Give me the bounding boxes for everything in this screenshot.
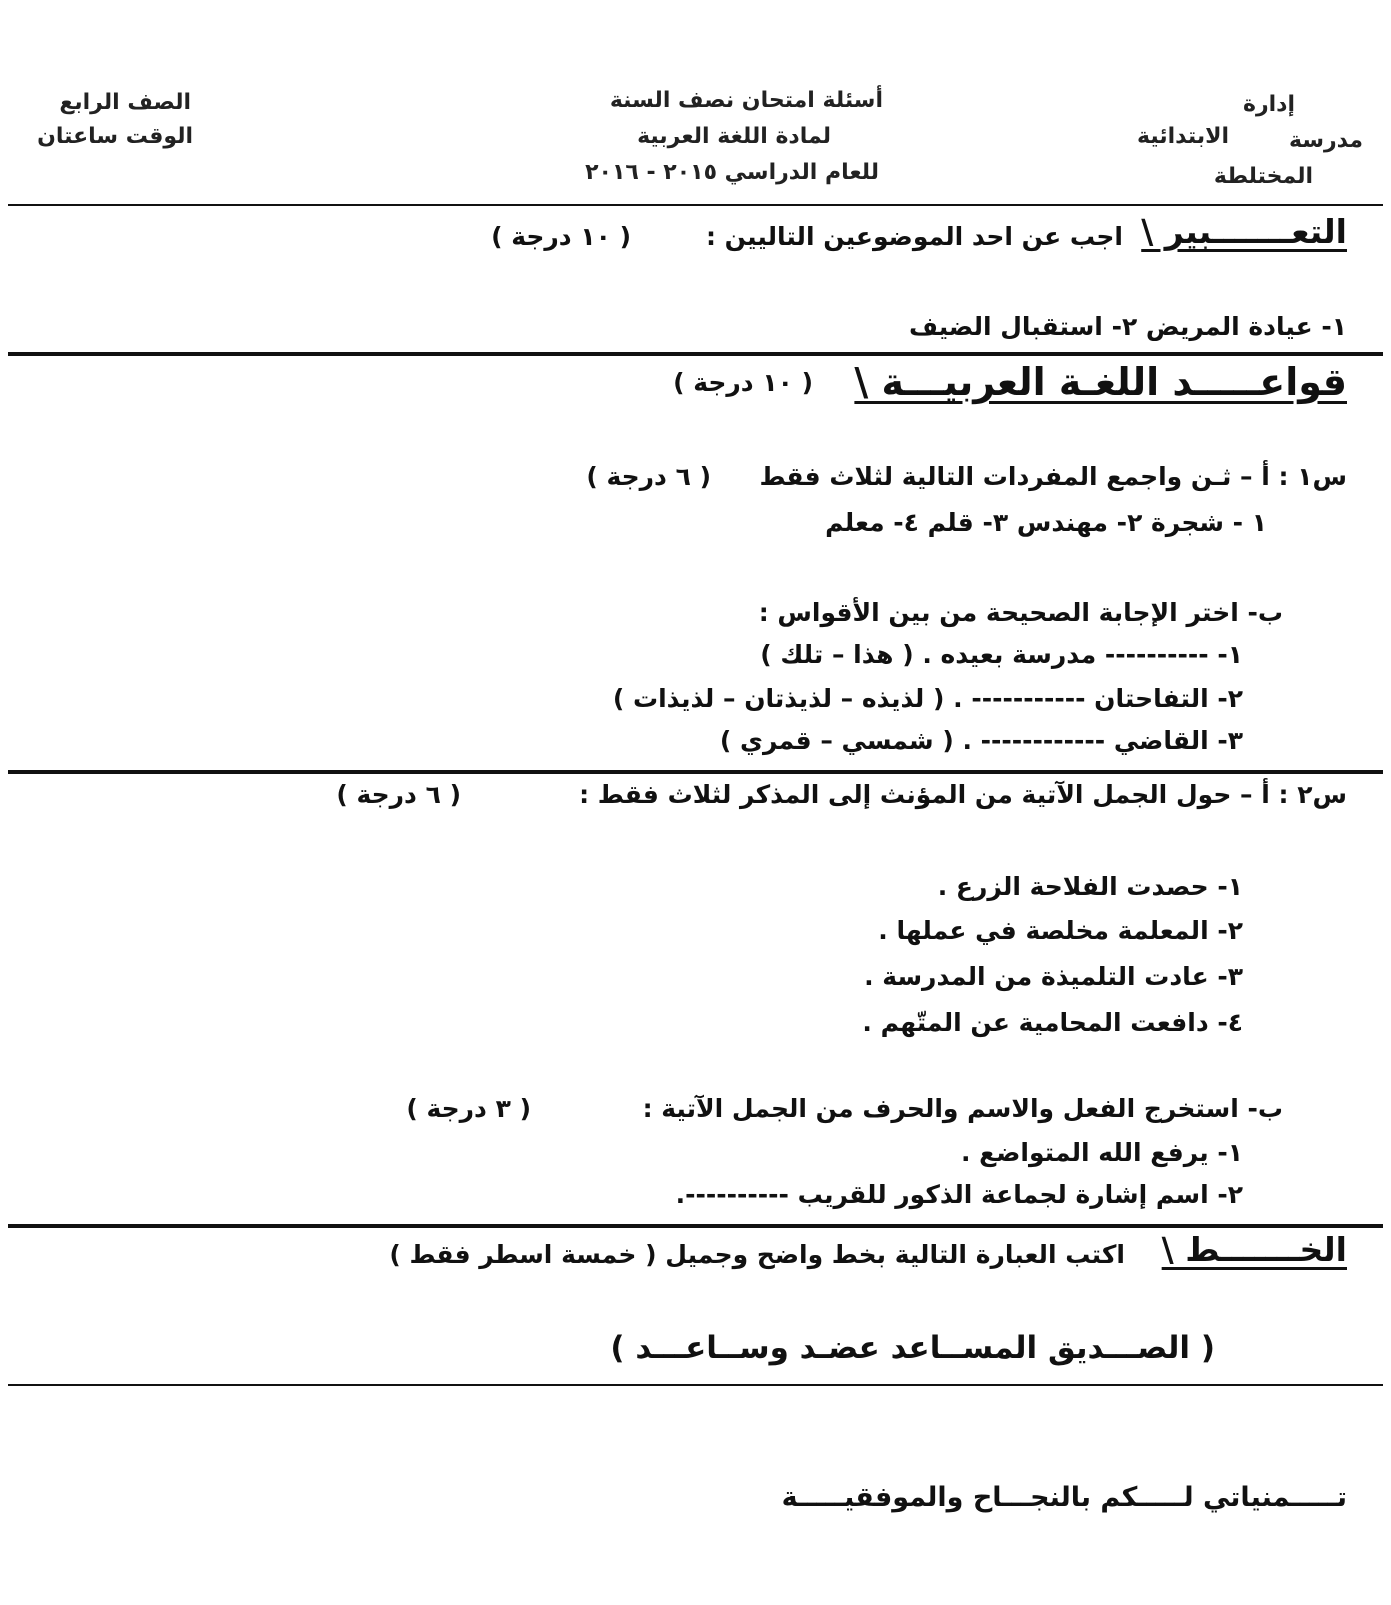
expression-topics: ١- عيادة المريض ٢- استقبال الضيف	[908, 312, 1347, 341]
q1-a-marks: ( ٦ درجة )	[586, 462, 711, 491]
handwriting-title: الخـــــــط \	[1161, 1230, 1347, 1269]
q2-b-marks: ( ٣ درجة )	[406, 1094, 531, 1123]
header-duration: الوقت ساعتان	[37, 124, 193, 149]
q2-b-item-1: ١- يرفع الله المتواضع .	[960, 1138, 1243, 1167]
header-exam-title: أسئلة امتحان نصف السنة	[609, 88, 883, 113]
q2-b-item-2: ٢- اسم إشارة لجماعة الذكور للقريب ----------.	[675, 1180, 1243, 1209]
header-grade: الصف الرابع	[59, 90, 191, 115]
q2-a-item-4: ٤- دافعت المحامية عن المتّهم .	[862, 1008, 1243, 1037]
q2-a-instruction: س٢ : أ – حول الجمل الآتية من المؤنث إلى المذكر لثلاث فقط :	[579, 780, 1347, 809]
q2-b-instruction: ب- استخرج الفعل والاسم والحرف من الجمل الآتية :	[642, 1094, 1283, 1123]
header-school-type: الابتدائية	[1137, 124, 1229, 149]
header-school-mixed: المختلطة	[1213, 164, 1313, 189]
q1-b-item-3: ٣- القاضي ------------ . ( شمسي – قمري )	[719, 726, 1243, 755]
expression-title: التعـــــــبير \	[1141, 212, 1347, 251]
grammar-divider	[8, 1224, 1383, 1228]
closing-wishes: تـــــمنياتي لـــــكم بالنجـــاح والموفقيـــــة	[781, 1482, 1347, 1513]
expression-instruction: اجب عن احد الموضوعين التاليين :	[705, 222, 1123, 251]
header-academic-year: للعام الدراسي ٢٠١٥ - ٢٠١٦	[585, 160, 879, 185]
q2-a-marks: ( ٦ درجة )	[336, 780, 461, 809]
handwriting-divider	[8, 1384, 1383, 1386]
expression-marks: ( ١٠ درجة )	[491, 222, 631, 251]
q2-a-item-3: ٣- عادت التلميذة من المدرسة .	[864, 962, 1243, 991]
q1-divider	[8, 770, 1383, 774]
q2-a-item-1: ١- حصدت الفلاحة الزرع .	[937, 872, 1243, 901]
q1-b-item-2: ٢- التفاحتان ----------- . ( لذيذه – لذيذتان – لذيذات )	[612, 684, 1243, 713]
q1-b-item-1: ١- ---------- مدرسة بعيده . ( هذا – تلك )	[760, 640, 1243, 669]
grammar-title: قواعـــــد اللغـة العربيـــة \	[854, 360, 1347, 404]
q1-a-instruction: س١ : أ – ثـن واجمع المفردات التالية لثلاث فقط	[759, 462, 1347, 491]
expression-divider	[8, 352, 1383, 356]
q1-b-instruction: ب- اختر الإجابة الصحيحة من بين الأقواس :	[758, 598, 1283, 627]
grammar-marks: ( ١٠ درجة )	[673, 368, 813, 397]
header-subject: لمادة اللغة العربية	[637, 124, 831, 149]
handwriting-phrase: ( الصـــديق المســاعد عضـد وســاعـــد )	[610, 1330, 1215, 1366]
handwriting-instruction: اكتب العبارة التالية بخط واضح وجميل ( خمسة اسطر فقط )	[389, 1240, 1125, 1269]
q1-a-words: ١ - شجرة ٢- مهندس ٣- قلم ٤- معلم	[825, 508, 1267, 537]
header-admin-label: إدارة	[1242, 92, 1295, 117]
header-divider	[8, 204, 1383, 206]
q2-a-item-2: ٢- المعلمة مخلصة في عملها .	[878, 916, 1243, 945]
header-school-label: مدرسة	[1289, 128, 1363, 153]
